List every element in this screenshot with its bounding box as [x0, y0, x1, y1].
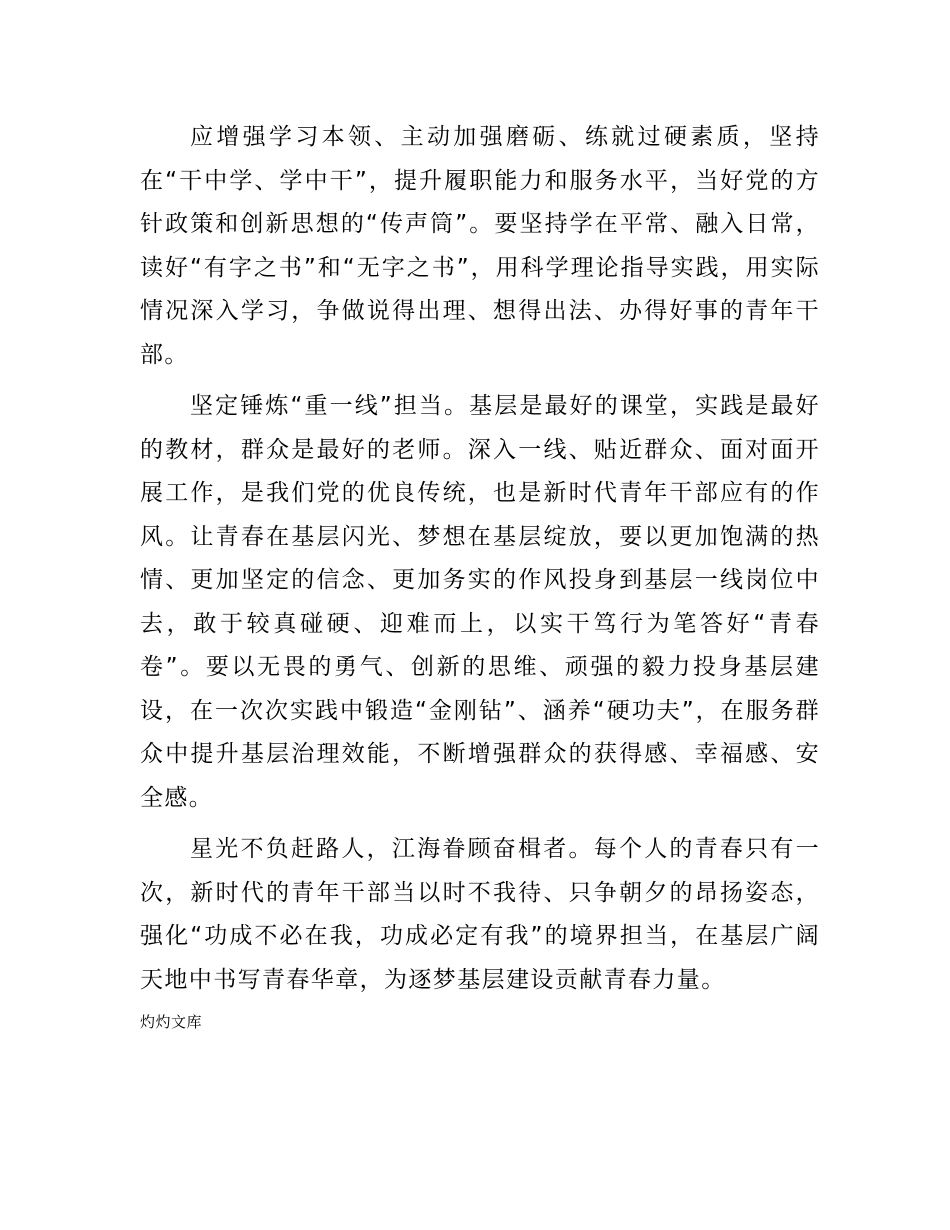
- paragraph-2: 坚定锤炼“重一线”担当。基层是最好的课堂，实践是最好的教材，群众是最好的老师。深入一线、贴近群众、面对面开展工作，是我们党的优良传统，也是新时代青年干部应有的作风。让青春在基层闪光、梦想在基层绽放，要以更加饱满的热情、更加坚定的信念、更加务实的作风投身到基层一线岗位中去，敢于较真碰硬、迎难而上，以实干笃行为笔答好“青春卷”。要以无畏的勇气、创新的思维、顽强的毅力投身基层建设，在一次次实践中锻造“金刚钻”、涵养“硬功夫”，在服务群众中提升基层治理效能，不断增强群众的获得感、幸福感、安全感。: [140, 393, 820, 811]
- paragraph-3: 星光不负赶路人，江海眷顾奋楫者。每个人的青春只有一次，新时代的青年干部当以时不我待、只争朝夕的昂扬姿态，强化“功成不必在我，功成必定有我”的境界担当，在基层广阔天地中书写青春华章，为逐梦基层建设贡献青春力量。: [140, 836, 820, 993]
- document-body: [140, 116, 820, 1002]
- source-label: 灼灼文库: [140, 1013, 203, 1031]
- paragraph-1: 应增强学习本领、主动加强磨砺、练就过硬素质，坚持在“干中学、学中干”，提升履职能力和服务水平，当好党的方针政策和创新思想的“传声筒”。要坚持学在平常、融入日常，读好“有字之书”和“无字之书”，用科学理论指导实践，用实际情况深入学习，争做说得出理、想得出法、办得好事的青年干部。: [140, 124, 820, 368]
